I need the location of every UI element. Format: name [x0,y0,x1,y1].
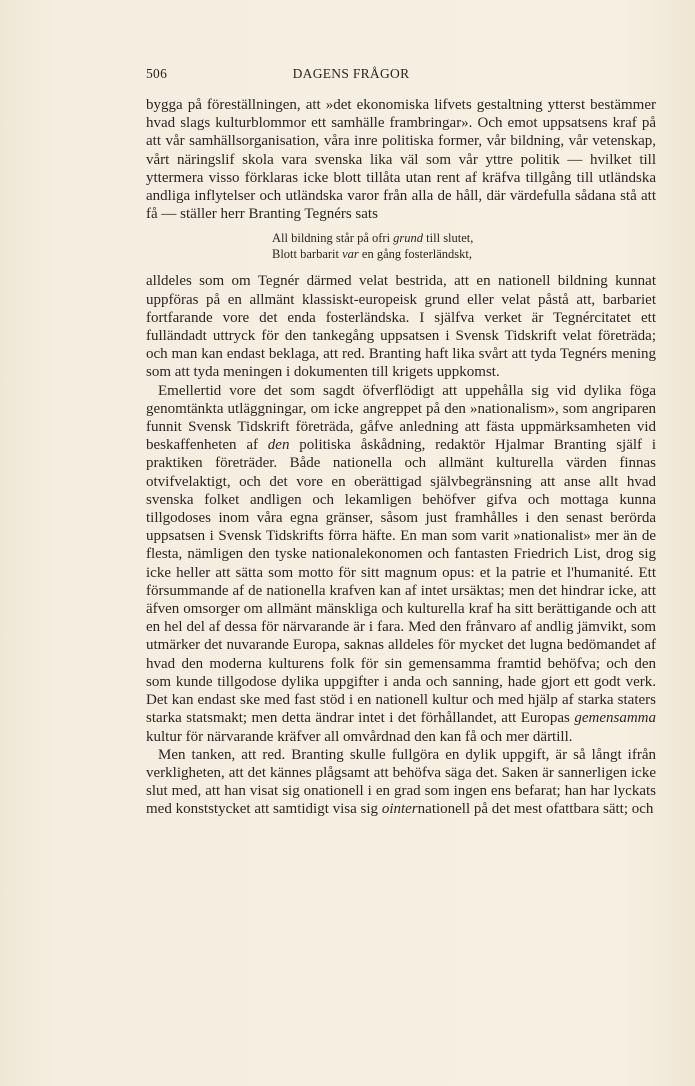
page-body [146,96,656,819]
verse-quote [272,231,656,262]
verse-line-1: All bildning står på ofri grund till slutet, [272,231,474,246]
paragraph-1: bygga på föreställningen, att »det ekonomiska lifvets gestaltning ytterst bestämmer hvad slags kulturblommor ett samhälle frambringar». Och emot uppsatsens kraf på att vår samhällsorganisation, våra inre politiska former, vår bildning, vår vetenskap, vårt näringslif skola vara svenska lika väl som vår yttre politik — hvilket till yttermera visso förklaras icke blott tillåta utan rent af kräfva tillgång till utländska andliga inflytelser och utländska varor från alla de håll, där värdefulla sådana stå att få — ställer herr Branting Tegnérs sats [146,97,656,223]
paragraph-4: Men tanken, att red. Branting skulle fullgöra en dylik uppgift, är så långt ifrån verkligheten, att det kännes plågsamt att behöfva säga det. Saken är sannerligen icke slut med, att han visat sig onationell i en grad som ingen ens befarat; han har lyckats med konststycket att samtidigt visa sig ointernationell på det mest ofattbara sätt; och [146,746,656,818]
running-head: DAGENS FRÅGOR [292,66,410,81]
paragraph-2: alldeles som om Tegnér därmed velat bestrida, att en nationell bildning kunnat uppföras på en allmänt klassiskt-europeisk grund eller velat påstå att, barbariet fortfarande vore det enda fosterländska. I själfva verket är Tegnércitatet ett fulländadt uttryck för den tankegång uppsatsen i Svensk Tidskrift velat företräda; och man kan endast beklaga, att red. Branting haft lika svårt att tyda Tegnérs mening som att tyda meningen i dokumenten till krigets uppkomst. [146,273,656,381]
page-number: 506 [146,66,168,81]
verse-line-2: Blott barbarit var en gång fosterländskt, [272,246,472,261]
paragraph-3: Emellertid vore det som sagdt öfverflödigt att uppehålla sig vid dylika föga genomtänkta utläggningar, om icke angreppet på den »nationalism», som angriparen funnit Svensk Tidskrift företräda, gåfve anledning att fästa uppmärksamheten vid beskaffenheten af den politiska åskådning, redaktör Hjalmar Branting själf i praktiken företräder. Både nationella och allmänt kulturella värden finnas otvifvelaktigt, och det vore en oberättigad självbegränsning att anse allt hvad svenska folket andligen och lekamligen behöfver gifva och mottaga kunna tillgodoses inom våra egna gränser, såsom just framhålles i den senast berörda uppsatsen i Svensk Tidskrifts förra häfte. En man som varit »nationalist» mer än de flesta, nämligen den tyske nationalekonomen och fantasten Friedrich List, drog sig icke heller att sätta som motto för sitt magnum opus: et la patrie et l'humanité. Ett försummande af de nationella krafven kan af intet ursäktas; men det hindrar icke, att äfven omsorger om allmänt mänskliga och kulturella kraf ha sitt berättigande och att en hel del af dessa för närvarande är i fara. Med den frånvaro af andlig jämvikt, som utmärker det nuvarande Europa, saknas alldeles för mycket det lugna bedömandet af hvad den moderna kulturens folk för sin gemensamma framtid behöfva; och den som kunde tillgodose dylika uppgifter i anda och sanning, hade gjort ett godt verk. Det kan endast ske med fast stöd i en nationell kultur och med hjälp af starka staters starka statsmakt; men detta ändrar intet i det förhållandet, att Europas gemensamma kultur för närvarande kräfver all omvårdnad den kan få och mer därtill. [146,382,656,745]
